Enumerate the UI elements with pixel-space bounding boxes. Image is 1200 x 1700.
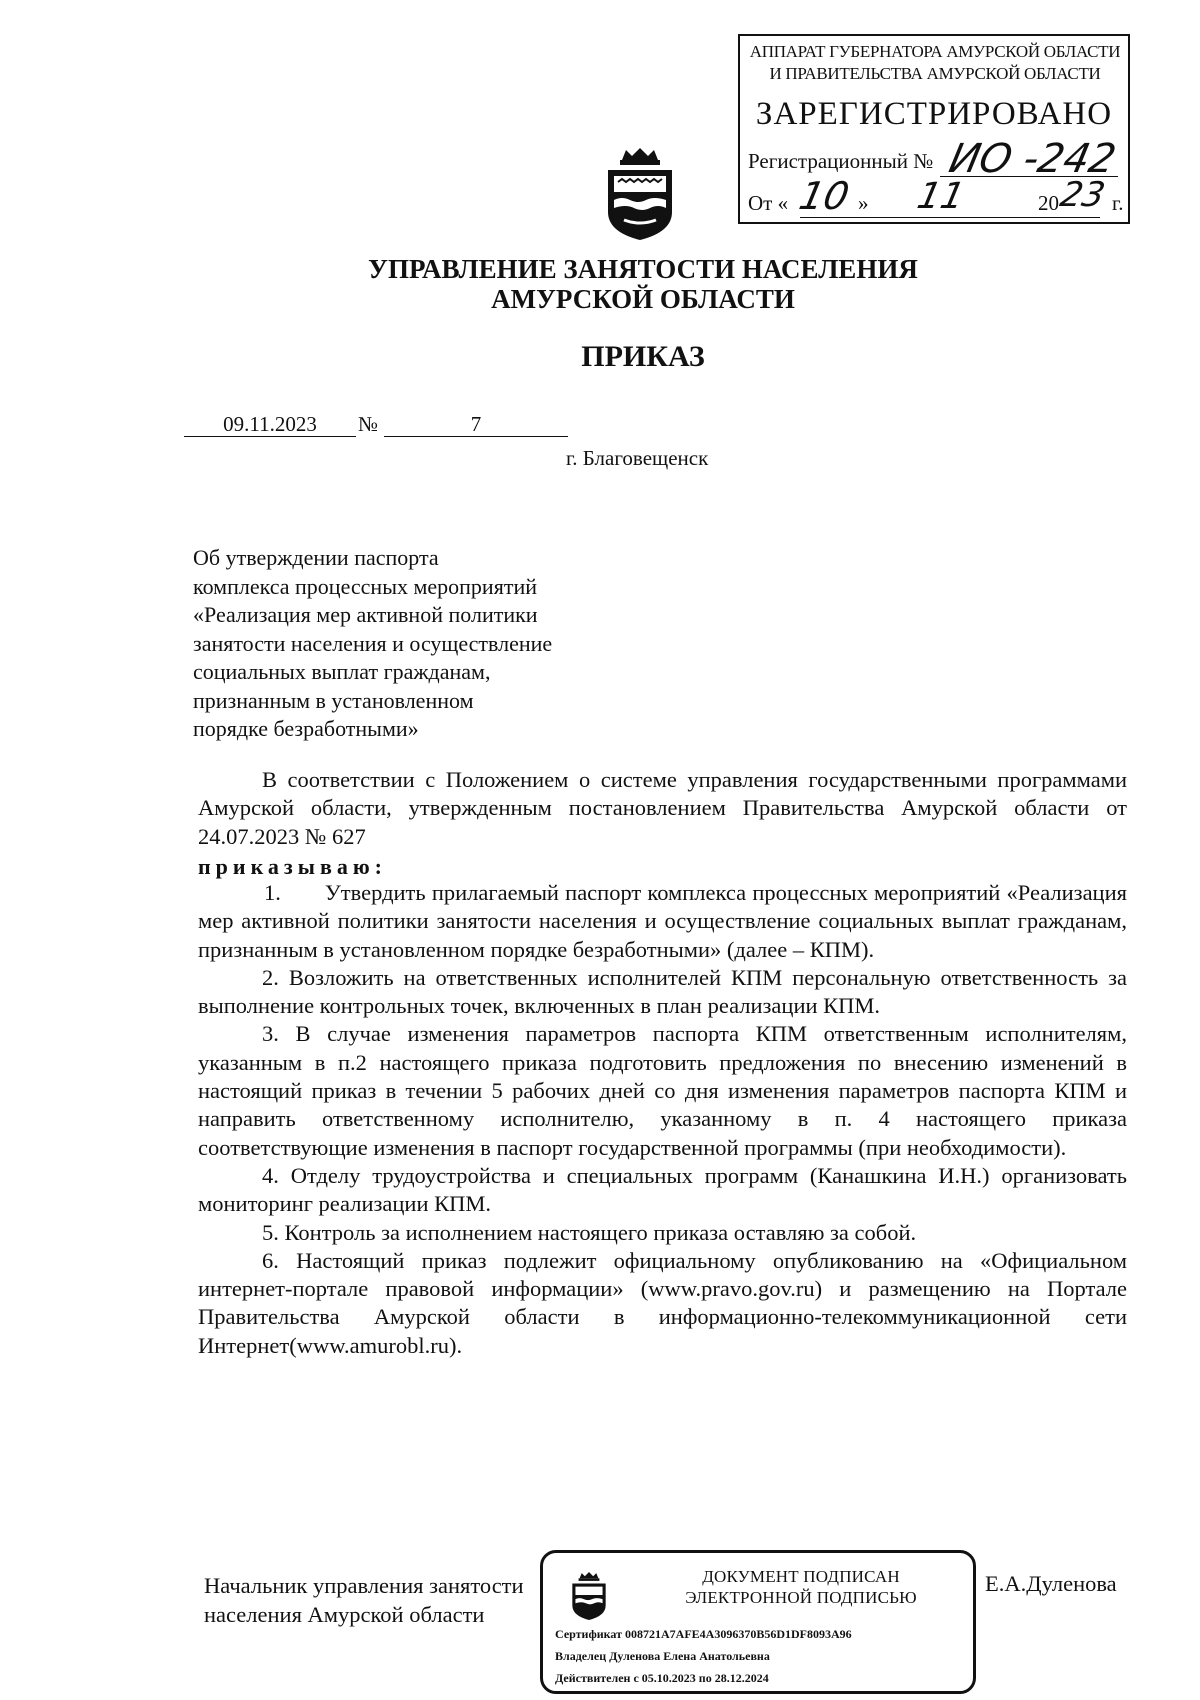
subject-line: Об утверждении паспорта [193,545,439,570]
stamp-reg-label: Регистрационный № [748,149,934,173]
esign-owner: Владелец Дуленова Елена Анатольевна [555,1649,770,1663]
order-item-4: 4. Отделу трудоустройства и специальных программ (Канашкина И.Н.) организовать мониторинг реализации КПМ. [198,1162,1127,1217]
stamp-day: 10 [795,174,854,218]
esign-validity: Действителен с 05.10.2023 по 28.12.2024 [555,1671,769,1685]
order-item-2: 2. Возложить на ответственных исполнителей КПМ персональную ответственность за выполнение контрольных точек, включенных в план реализации КПМ. [198,964,1127,1019]
order-subject [193,544,653,744]
signatory-title-line2: населения Амурской области [204,1602,485,1627]
signatory-title-line1: Начальник управления занятости [204,1573,524,1598]
subject-line: социальных выплат гражданам, [193,659,491,684]
order-item-5: 5. Контроль за исполнением настоящего приказа оставляю за собой. [262,1219,917,1245]
stamp-reg-number: ИО -242 [945,136,1120,182]
stamp-year-g: г. [1112,191,1124,215]
signatory-name: Е.А.Дуленова [985,1571,1117,1596]
document-type: ПРИКАЗ [581,340,705,373]
stamp-date-underline [800,217,1100,218]
order-date: 09.11.2023 [184,412,356,437]
stamp-month: 11 [913,176,969,217]
org-name-line2: АМУРСКОЙ ОБЛАСТИ [491,284,795,314]
subject-line: признанным в установленном [193,687,474,713]
order-item-6: 6. Настоящий приказ подлежит официальному опубликованию на «Официальном интернет-портале правовой информации» (www.pravo.gov.ru) и размещению на Портале Правительства Амурской области в информационно-телекоммуникационной сети Интернет(www.amurobl.ru). [198,1247,1127,1358]
intro-paragraph [198,766,1127,851]
stamp-from-label: От « [748,191,789,215]
item-1-number: 1. [264,880,281,905]
esign-heading-1: ДОКУМЕНТ ПОДПИСАН [702,1567,900,1586]
org-name-line1: УПРАВЛЕНИЕ ЗАНЯТОСТИ НАСЕЛЕНИЯ [368,254,918,284]
stamp-status: ЗАРЕГИСТРИРОВАНО [755,96,1113,132]
esign-certificate: Сертификат 008721A7AFE4A3096370B56D1DF8093A96 [555,1627,852,1641]
order-number-sign: № [358,412,379,436]
order-word: приказываю: [198,854,387,879]
stamp-quote-close: » [858,191,869,215]
intro-text: В соответствии с Положением о системе управления государственными программами Амурской области, утвержденным постановлением Правительства Амурской области от 24.07.2023 № 627 [198,767,1127,849]
esign-heading-2: ЭЛЕКТРОННОЙ ПОДПИСЬЮ [685,1588,917,1607]
city: г. Благовещенск [566,446,709,470]
stamp-authority-line2: И ПРАВИТЕЛЬСТВА АМУРСКОЙ ОБЛАСТИ [769,64,1101,83]
registration-stamp [738,34,1130,224]
electronic-signature-stamp [540,1550,976,1694]
subject-line: комплекса процессных мероприятий [193,573,537,599]
order-item-3: 3. В случае изменения параметров паспорта КПМ ответственным исполнителям, указанным в п.2 настоящего приказа подготовить предложения по внесению изменений в настоящий приказ в течении 5 рабочих дней со дня изменения параметров паспорта КПМ и направить ответственному исполнителю, указанному в п. 4 настоящего приказа соответствующие изменения в паспорт государственной программы (при необходимости). [198,1021,1127,1160]
item-1-text: Утвердить прилагаемый паспорт комплекса процессных мероприятий «Реализация мер активной политики занятости населения и осуществление социальных выплат гражданам, признанным в установленном порядке безработными» (далее – КПМ). [198,880,1127,962]
subject-line: занятости населения и осуществление [193,630,553,656]
signatory-title [204,1571,524,1629]
subject-line: порядке безработными» [193,716,419,741]
order-number: 7 [384,412,568,437]
subject-line: «Реализация мер активной политики [193,602,538,627]
coat-of-arms-icon [567,1571,611,1621]
stamp-year-suffix: 23 [1056,175,1109,215]
stamp-authority-line1: АППАРАТ ГУБЕРНАТОРА АМУРСКОЙ ОБЛАСТИ [749,42,1121,61]
coat-of-arms-icon [600,146,680,242]
order-item-1 [198,879,1127,964]
order-items [198,879,1127,1360]
stamp-year-prefix: 20 [1038,191,1059,215]
